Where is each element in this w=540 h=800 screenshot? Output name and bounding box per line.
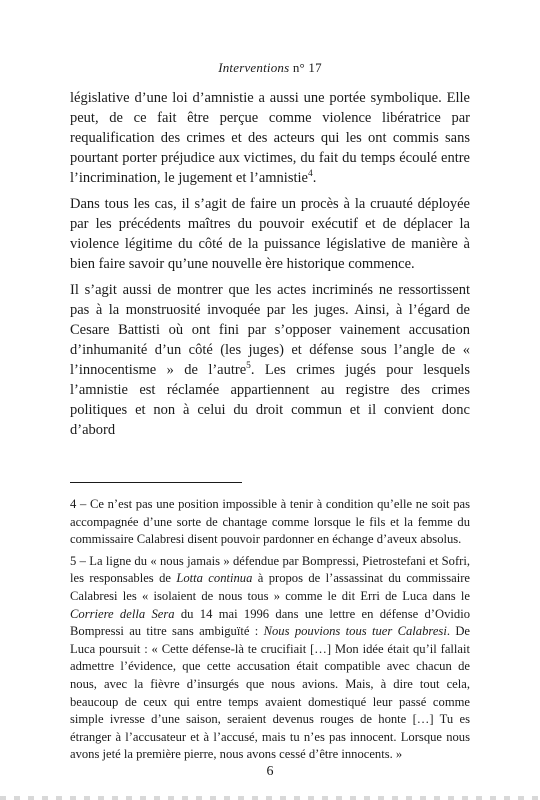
footnote-5-corriere: Corriere della Sera: [70, 606, 175, 621]
footnote-5-quote-title: Nous pouvions tous tuer Calabresi: [263, 624, 447, 639]
paragraph-1: [70, 88, 470, 188]
paragraph-3: [70, 280, 470, 440]
paragraph-1-end: .: [312, 170, 317, 186]
main-text: [70, 88, 470, 446]
footnote-5-lotta-continua: Lotta continua: [176, 571, 253, 586]
paragraph-3-end: . Les crimes jugés pour lesquels l’amnistie est réclamée appartiennent au registre des crimes politiques et non à celui du droit commun et il convient donc d’abord: [70, 362, 470, 438]
paragraph-3-text: Il s’agit aussi de montrer que les actes incriminés ne ressortissent pas à la monstruosité invoquée par les juges. Ainsi, à l’égard de Cesare Battisti où ont fini par s’opposer vainement accusation d’inhumanité d’un côté (les juges) et défense sous l’angle de « l’innocentisme » de l’autre: [70, 282, 470, 378]
footnote-5-part1: 5 – La ligne du « nous jamais » défendue par Bompressi, Pietrostefani et Sofri, les responsables de: [70, 553, 470, 586]
paragraph-1-text: législative d’une loi d’amnistie a aussi une portée symbolique. Elle peut, de ce fait être perçue comme violence libératrice par requalification des crimes et des acteurs qui les ont commis sans pourtant porter préjudice aux victimes, du fait du temps écoulé entre l’incrimination, le jugement et l’amnistie: [70, 90, 470, 186]
running-header: [0, 60, 540, 76]
page-number: 6: [266, 764, 274, 779]
footnotes: [70, 496, 470, 768]
footnote-5-part2: à propos de l’assassinat du commissaire Calabresi les « isolaient de nous tous » comme le dit Erri de Luca dans le: [70, 571, 470, 603]
footnote-4: 4 – Ce n’est pas une position impossible à tenir à condition qu’elle ne soit pas accompagnée d’une sorte de chantage comme lorsque le fils et la femme du commissaire Calabresi disent pouvoir pardonner en échange d’aveux absolus.: [70, 497, 470, 547]
paragraph-2: Dans tous les cas, il s’agit de faire un procès à la cruauté déployée par les précédents maîtres du pouvoir exécutif et de déplacer la violence légitime du côté de la puissance législative de manière à bien faire savoir qu’une nouvelle ère historique commence.: [70, 196, 470, 272]
issue-number: n° 17: [292, 60, 322, 75]
footnote-separator: [70, 482, 242, 483]
footnote-ref-5: 5: [246, 361, 251, 372]
journal-title: Interventions: [218, 60, 290, 75]
footnote-5: [70, 553, 470, 764]
footnote-5-part4: . De Luca poursuit : « Cette défense-là te crucifiait […] Mon idée était qu’il fallait admettre l’évidence, que cette accusation était compatible avec chacun de nous, avec la fièvre d’insurgés que nous avions. Mais, à dire tout cela, beaucoup de ceux qui entre temps avaient domestiqué leur passé comme simple ivresse d’une saison, seraient devenus rouges de honte […] Tu es étranger à l’accusateur et à l’accusé, mais tu n’es pas innocent. Lorsque nous avons jeté la première pierre, nous avons cessé d’être innocents. »: [70, 624, 470, 762]
footnote-ref-4: 4: [307, 169, 313, 180]
footnote-5-part3: du 14 mai 1996 dans une lettre en défense d’Ovidio Bompressi au titre sans ambiguïté :: [70, 606, 470, 639]
scan-edge: [0, 796, 540, 800]
